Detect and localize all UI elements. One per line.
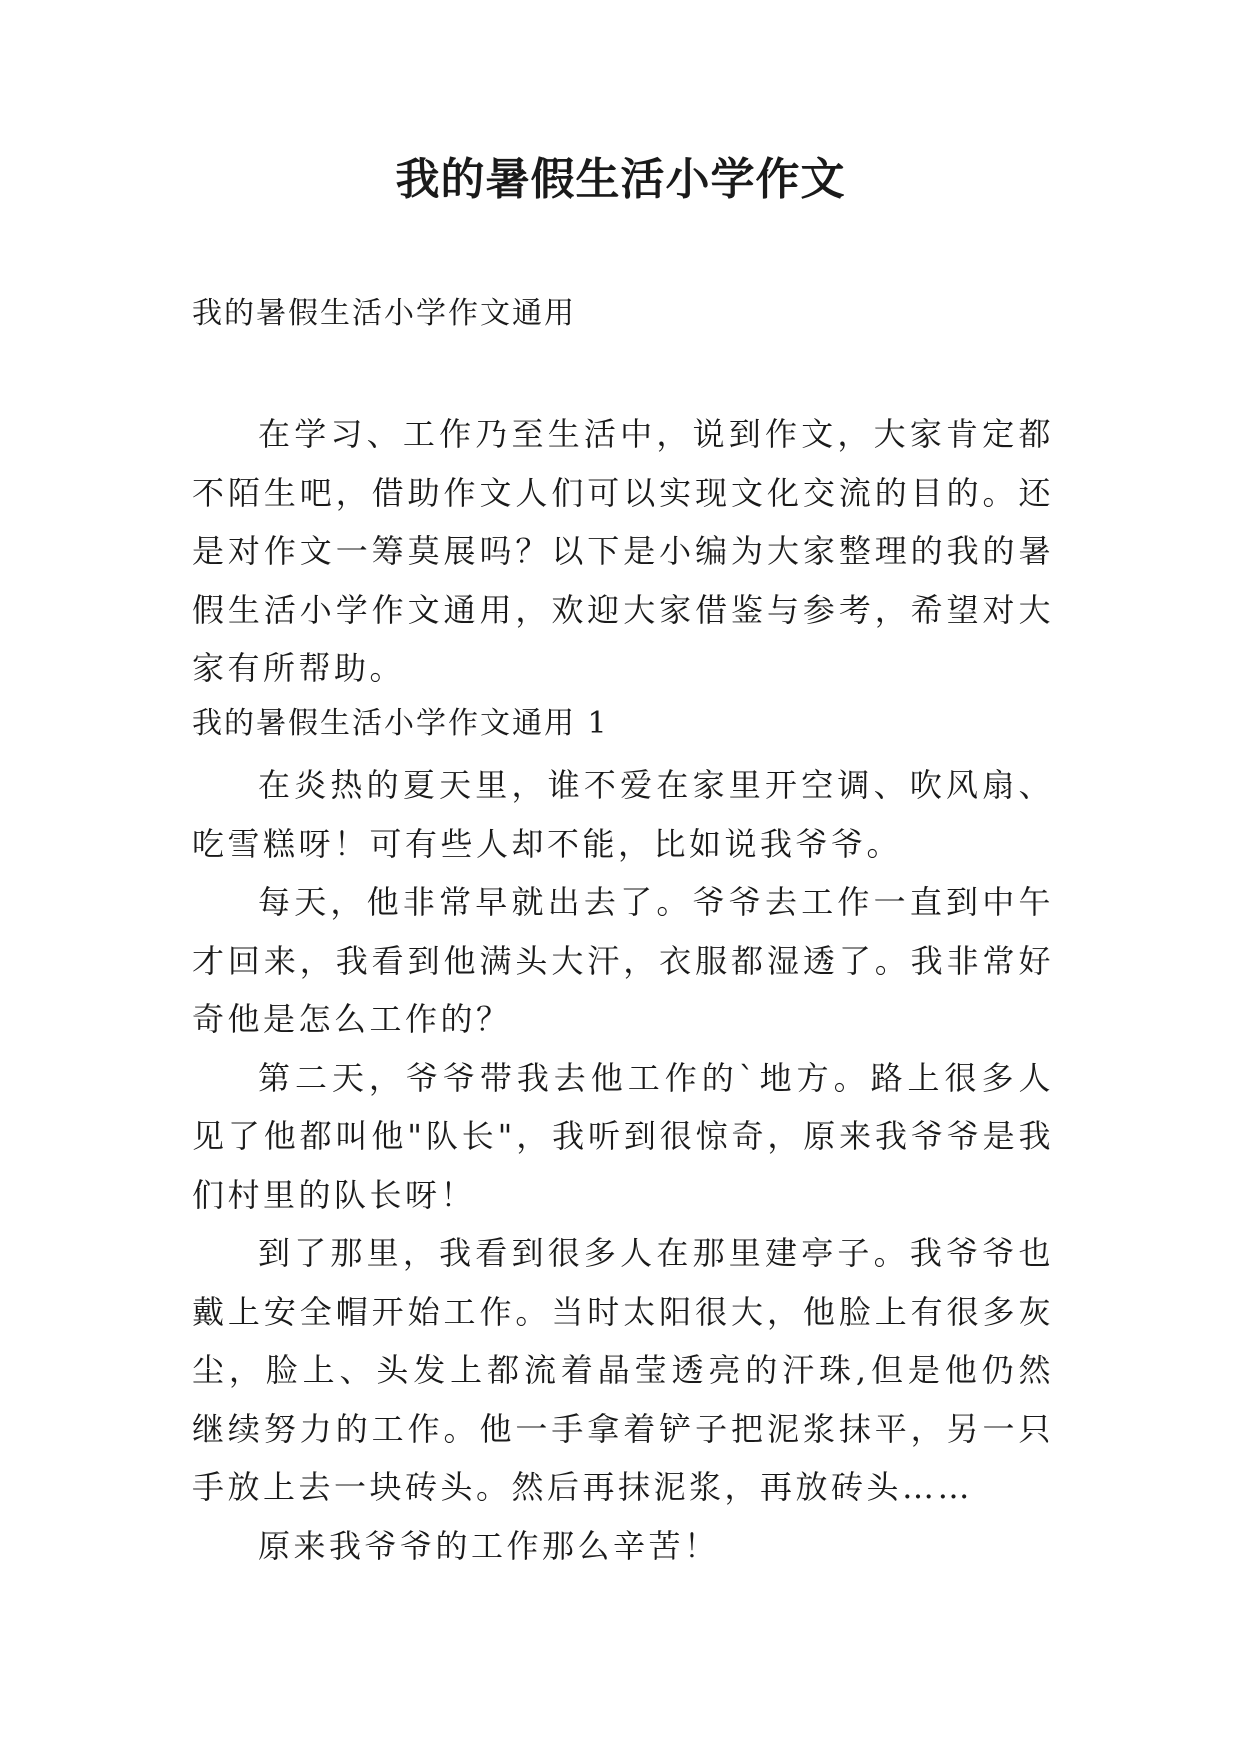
- essay-paragraph: 原来我爷爷的工作那么辛苦！: [258, 1526, 720, 1565]
- section-heading: 我的暑假生活小学作文通用 1: [192, 706, 609, 741]
- document-subtitle: 我的暑假生活小学作文通用: [192, 296, 576, 331]
- intro-paragraph: 在学习、工作乃至生活中，说到作文，大家肯定都不陌生吧，借助作文人们可以实现文化交流的目的。还是对作文一筹莫展吗？以下是小编为大家整理的我的暑假生活小学作文通用，欢迎大家借鉴与参考，希望对大家有所帮助。: [192, 415, 1054, 687]
- essay-body: [192, 756, 1054, 1575]
- essay-paragraph: 到了那里，我看到很多人在那里建亭子。我爷爷也戴上安全帽开始工作。当时太阳很大，他脸上有很多灰尘，脸上、头发上都流着晶莹透亮的汗珠,但是他仍然继续努力的工作。他一手拿着铲子把泥浆抹平，另一只手放上去一块砖头。然后再抹泥浆，再放砖头……: [192, 1234, 1054, 1506]
- essay-paragraph: 每天，他非常早就出去了。爷爷去工作一直到中午才回来，我看到他满头大汗，衣服都湿透了。我非常好奇他是怎么工作的？: [192, 883, 1054, 1038]
- intro-section: [192, 405, 1054, 698]
- essay-paragraph: 在炎热的夏天里，谁不爱在家里开空调、吹风扇、吃雪糕呀！可有些人却不能，比如说我爷爷。: [192, 766, 1054, 863]
- essay-paragraph: 第二天，爷爷带我去他工作的`地方。路上很多人见了他都叫他"队长"，我听到很惊奇，原来我爷爷是我们村里的队长呀！: [192, 1058, 1054, 1214]
- document-title: 我的暑假生活小学作文: [395, 154, 846, 205]
